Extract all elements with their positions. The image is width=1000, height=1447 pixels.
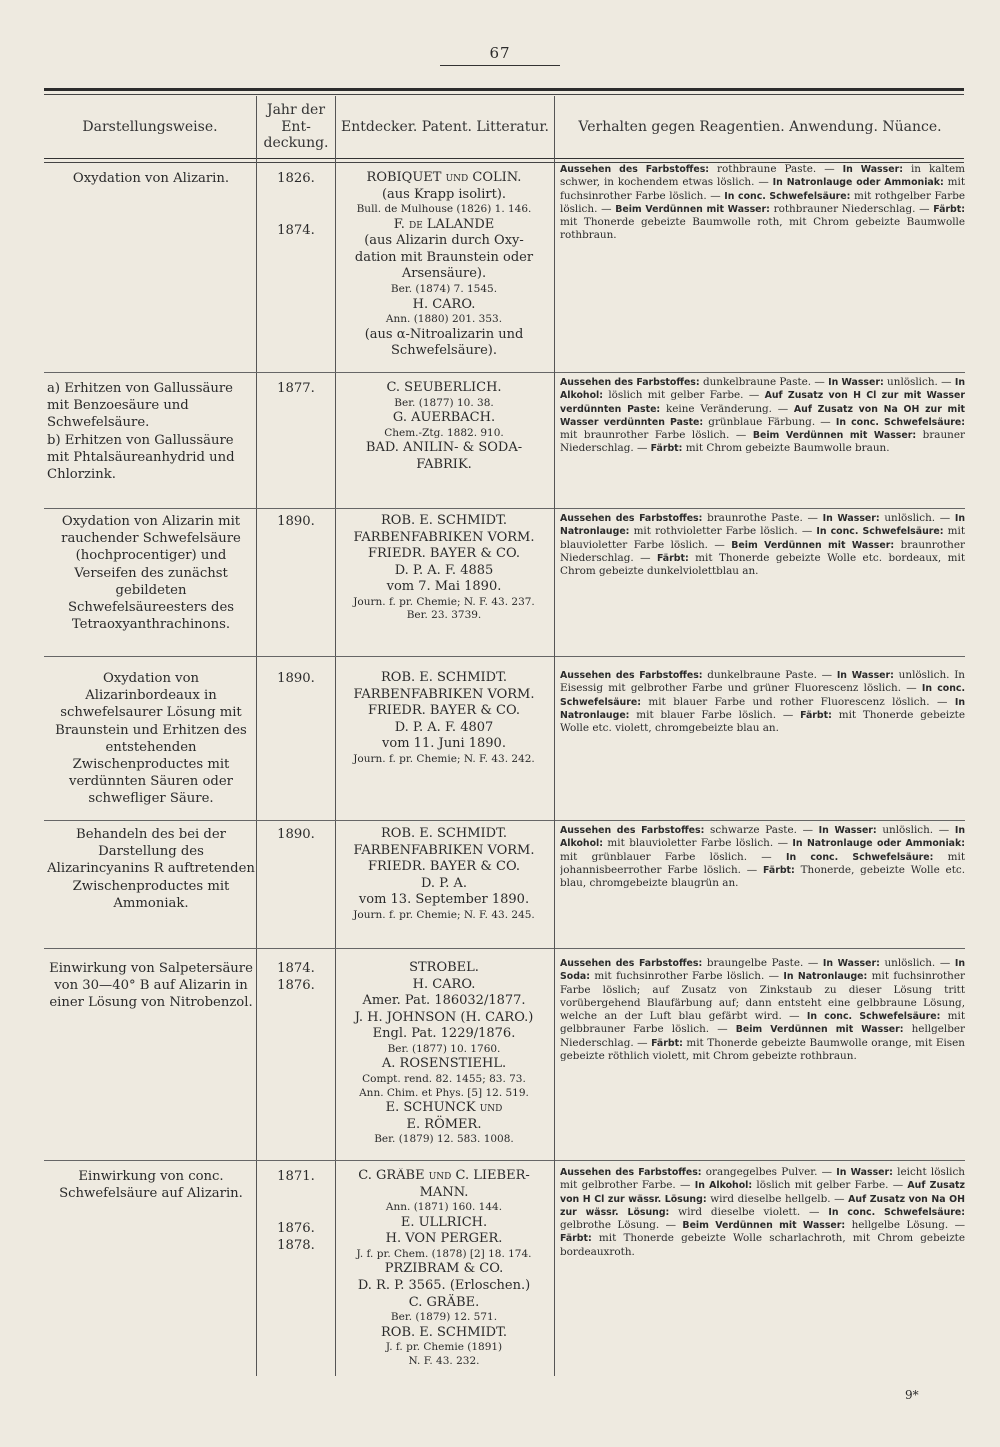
reaction-text: brauner Niederschlag. — — [560, 429, 965, 455]
row-3-discoverers — [337, 513, 551, 653]
row-2-reactions — [560, 376, 965, 506]
reaction-label: In Alkohol: — [560, 825, 965, 850]
discoverer-line: FARBENFABRIKEN VORM. — [353, 529, 535, 545]
reaction-text: dunkelbraune Paste. — — [699, 376, 829, 388]
discoverer-line: C. GRÄBE. — [408, 1294, 480, 1310]
row-6-reactions — [560, 957, 965, 1157]
reaction-label: Färbt: — [650, 443, 683, 455]
reaction-text: leicht löslich mit gelbrother Farbe. — — [560, 1166, 965, 1192]
reaction-label: In Wasser: — [818, 825, 877, 836]
row-7-method: Einwirkung von conc. Schwefelsäure auf Alizarin. — [59, 1169, 243, 1202]
reaction-label: In Wasser: — [842, 164, 903, 175]
discoverer-line: Ber. (1874) 7. 1545. — [390, 283, 498, 296]
row-separator-right — [555, 508, 965, 509]
reaction-text: Thonerde, gebeizte Wolle etc. blau, chromgebeizte blaugrün an. — [560, 863, 965, 890]
discoverer-line: Amer. Pat. 186032/1877. — [362, 993, 526, 1009]
reaction-label: Färbt: — [800, 709, 832, 721]
reaction-label: In Natronlauge oder Ammoniak: — [772, 177, 944, 189]
reaction-text: mit johannisbeerrother Farbe löslich. — — [560, 850, 965, 876]
reaction-label: In Wasser: — [822, 513, 880, 524]
discoverer-line: H. VON PERGER. — [385, 1231, 503, 1247]
reaction-text: unlöslich. — — [879, 957, 955, 969]
row-2-years: 1877. — [277, 381, 315, 396]
discoverer-line: Ber. (1877) 10. 38. — [394, 396, 494, 409]
discoverer-line: J. f. pr. Chem. (1878) [2] 18. 174. — [356, 1247, 532, 1260]
discoverer-line: ROBIQUET und COLIN. — [366, 170, 522, 185]
discoverer-line: FRIEDR. BAYER & CO. — [368, 859, 520, 875]
row-6-years: 1874. 1876. — [277, 961, 315, 994]
reaction-text: mit fuchsinrother Farbe löslich; auf Zusatz von Zinkstaub zu dieser Lösung tritt vorübergehend Blaufärbung auf; dann entsteht eine gelbbraune Lösung, welche an der Luft blau gefärbt wird. — — [560, 970, 965, 1023]
discoverer-line: H. CARO. — [412, 976, 476, 992]
reaction-text: schwarze Paste. — — [704, 824, 819, 836]
row-1-years: 1826. 1874. — [277, 171, 315, 238]
discoverer-line: Arsensäure). — [401, 266, 487, 282]
row-6-method: Einwirkung von Salpetersäure von 30—40° B auf Alizarin in einer Lösung von Nitrobenzol. — [49, 961, 253, 1011]
discoverer-line: vom 7. Mai 1890. — [386, 579, 502, 595]
discoverer-line: Ann. Chim. et Phys. [5] 12. 519. — [359, 1086, 529, 1099]
discoverer-line: ROB. E. SCHMIDT. — [381, 826, 507, 841]
reaction-label: Auf Zusatz von H Cl zur mit Wasser verdünnten Paste: — [560, 390, 965, 415]
table-top-rule — [44, 88, 964, 91]
discoverer-line: F. de LALANDE — [393, 216, 495, 232]
reaction-text: mit blauvioletter Farbe löslich. — — [560, 525, 965, 551]
reaction-label: In conc. Schwefelsäure: — [828, 1206, 965, 1218]
discoverer-line: D. P. A. F. 4885 — [394, 562, 494, 578]
discoverer-line: dation mit Braunstein oder — [354, 249, 534, 265]
reaction-text: mit grünblauer Farbe löslich. — — [560, 850, 786, 863]
discoverer-line: J. f. pr. Chemie (1891) — [385, 1341, 503, 1354]
discoverer-line: (aus Alizarin durch Oxy- — [364, 233, 524, 249]
row-separator-right — [555, 1160, 965, 1161]
discoverer-line: ROB. E. SCHMIDT. — [381, 1324, 507, 1340]
reaction-text: in kaltem schwer, in kochendem etwas löslich. — — [560, 163, 965, 189]
reaction-label: In Wasser: — [822, 958, 880, 969]
discoverer-line: G. AUERBACH. — [392, 410, 496, 426]
reaction-text: mit braunrother Farbe löslich. — — [560, 429, 753, 442]
reaction-text: dunkelbraune Paste. — — [702, 669, 837, 681]
reaction-text: orangegelbes Pulver. — — [701, 1166, 837, 1178]
row-separator-right — [555, 820, 965, 821]
reaction-text: wird dieselbe violett. — — [669, 1205, 829, 1218]
reaction-text: rothbrauner Niederschlag. — — [769, 202, 934, 215]
row-separator — [44, 820, 554, 821]
row-4-reactions — [560, 669, 965, 815]
reaction-label: Färbt: — [763, 864, 795, 876]
discoverer-line: Journ. f. pr. Chemie; N. F. 43. 237. — [353, 595, 535, 608]
column-divider-3 — [554, 96, 555, 1376]
reaction-text: löslich mit gelber Farbe. — — [602, 389, 765, 402]
reaction-label: In Soda: — [560, 958, 965, 983]
reaction-text: rothbraune Paste. — — [709, 163, 843, 175]
row-4-method: Oxydation von Alizarinbordeaux in schwefelsaurer Lösung mit Braunstein und Erhitzen des entstehenden Zwischenproductes mit verdünnten Säuren oder schwefliger Säure. — [55, 671, 247, 807]
row-7-reactions — [560, 1166, 965, 1286]
reaction-text: wird dieselbe hellgelb. — — [706, 1192, 849, 1205]
row-3-years: 1890. — [277, 514, 315, 529]
row-1-reactions — [560, 163, 965, 363]
discoverer-line: STROBEL. — [409, 960, 479, 975]
reaction-text: unlöslich. — — [879, 512, 955, 524]
reaction-text: mit rothgelber Farbe löslich. — — [560, 189, 965, 215]
reaction-label: In Wasser: — [836, 1167, 893, 1178]
reaction-text: mit Thonerde gebeizte Wolle etc. violett, chromgebeizte blau an. — [560, 708, 965, 735]
discoverer-line: vom 13. September 1890. — [358, 892, 530, 908]
row-separator-right — [555, 656, 965, 657]
reaction-text: hellgelber Niederschlag. — — [560, 1023, 965, 1049]
table-top-rule-thin — [44, 94, 964, 95]
discoverer-line: FABRIK. — [416, 456, 472, 472]
header-method: Darstellungsweise. — [82, 118, 218, 135]
row-7-years: 1871. 1876. 1878. — [277, 1169, 315, 1253]
discoverer-line: N. F. 43. 232. — [408, 1354, 480, 1367]
reaction-label: Auf Zusatz von H Cl zur wässr. Lösung: — [560, 1180, 965, 1205]
reaction-text: löslich mit gelber Farbe. — — [752, 1179, 908, 1192]
reaction-text: mit Chrom gebeizte Baumwolle braun. — [682, 442, 890, 455]
reaction-label: In Natronlauge: — [560, 513, 965, 538]
reaction-label: Beim Verdünnen mit Wasser: — [615, 203, 770, 215]
row-4-discoverers — [337, 670, 551, 816]
reaction-text: mit Thonerde gebeizte Wolle etc. bordeaux, mit Chrom gebeizte dunkelviolettblau an. — [560, 551, 965, 578]
row-5-discoverers — [337, 826, 551, 944]
reaction-text: mit fuchsinrother Farbe löslich. — — [560, 176, 965, 202]
row-separator-right — [555, 948, 965, 949]
discoverer-line: Ber. (1879) 12. 571. — [390, 1311, 498, 1324]
discoverer-line: Ber. (1877) 10. 1760. — [387, 1042, 501, 1055]
reaction-label: In conc. Schwefelsäure: — [560, 683, 965, 708]
row-5-method: Behandeln des bei der Darstellung des Alizarincyanins R auftretenden Zwischenproductes mit Ammoniak. — [47, 827, 255, 911]
reaction-label: Beim Verdünnen mit Wasser: — [682, 1220, 846, 1232]
reaction-text: mit blauvioletter Farbe löslich. — — [602, 837, 793, 850]
reaction-label: In conc. Schwefelsäure: — [724, 190, 851, 202]
reaction-text: braungelbe Paste. — — [702, 957, 823, 969]
discoverer-line: D. P. A. — [420, 875, 468, 891]
discoverer-line: Ber. 23. 3739. — [406, 609, 482, 622]
reaction-text: grünblaue Färbung. — — [703, 415, 836, 428]
discoverer-line: J. H. JOHNSON (H. CARO.) — [354, 1009, 534, 1025]
column-divider-1 — [256, 96, 257, 1376]
discoverer-line: FRIEDR. BAYER & CO. — [368, 546, 520, 562]
row-2-method: a) Erhitzen von Gallussäure mit Benzoesäure und Schwefelsäure. b) Erhitzen von Gallussäure mit Phtalsäureanhydrid und Chlorzink. — [47, 381, 235, 483]
reaction-text: mit blauer Farbe und rother Fluorescenz löslich. — — [640, 695, 955, 708]
discoverer-line: D. P. A. F. 4807 — [394, 719, 494, 735]
discoverer-line: E. ULLRICH. — [400, 1214, 488, 1230]
reaction-label: Färbt: — [560, 1233, 592, 1245]
header-year: Jahr der Ent- deckung. — [263, 101, 329, 152]
column-divider-2 — [335, 96, 336, 1376]
reaction-label: Aussehen des Farbstoffes: — [560, 825, 705, 836]
page-number: 67 — [440, 44, 560, 66]
reaction-label: Färbt: — [651, 1037, 683, 1049]
header-discoverer: Entdecker. Patent. Litteratur. — [341, 118, 549, 135]
reaction-text: braunrother Niederschlag. — — [560, 538, 965, 564]
reaction-label: In conc. Schwefelsäure: — [816, 526, 944, 538]
reaction-label: Beim Verdünnen mit Wasser: — [735, 1024, 904, 1036]
reaction-label: Aussehen des Farbstoffes: — [560, 377, 700, 388]
reaction-label: In Alkohol: — [560, 377, 965, 402]
discoverer-line: A. ROSENSTIEHL. — [381, 1056, 507, 1072]
row-5-reactions — [560, 824, 965, 942]
discoverer-line: E. RÖMER. — [406, 1116, 482, 1132]
discoverer-line: (aus Krapp isolirt). — [381, 186, 507, 202]
reaction-label: In Wasser: — [828, 377, 884, 388]
discoverer-line: (aus α-Nitroalizarin und — [364, 326, 524, 342]
row-1-method: Oxydation von Alizarin. — [72, 171, 230, 186]
reaction-text: unlöslich. In Eisessig mit gelbrother Farbe und grüner Fluorescenz löslich. — — [560, 669, 965, 695]
row-7-discoverers — [337, 1168, 551, 1383]
reaction-label: Aussehen des Farbstoffes: — [560, 958, 703, 969]
header-bottom-rule — [44, 158, 964, 159]
discoverer-line: Compt. rend. 82. 1455; 83. 73. — [362, 1073, 526, 1086]
footer-signature-mark: 9* — [905, 1388, 919, 1402]
reaction-label: Aussehen des Farbstoffes: — [560, 670, 703, 681]
reaction-text: mit Thonerde gebeizte Wolle scharlachroth, mit Chrom gebeizte bordeauxroth. — [560, 1232, 965, 1258]
row-4-years: 1890. — [277, 671, 315, 686]
reaction-label: Auf Zusatz von Na OH zur wässr. Lösung: — [560, 1193, 965, 1218]
discoverer-line: ROB. E. SCHMIDT. — [381, 513, 507, 528]
reaction-text: mit Thonerde gebeizte Baumwolle orange, mit Eisen gebeizte röthlich violett, mit Chrom gebeizte rothbraun. — [560, 1036, 965, 1063]
discoverer-line: D. R. P. 3565. (Erloschen.) — [357, 1277, 531, 1293]
reaction-label: Aussehen des Farbstoffes: — [560, 1167, 702, 1178]
reaction-label: Beim Verdünnen mit Wasser: — [731, 539, 895, 551]
reaction-label: In Alkohol: — [694, 1180, 753, 1192]
reaction-text: keine Veränderung. — — [660, 402, 794, 415]
row-5-years: 1890. — [277, 827, 315, 842]
reaction-label: Aussehen des Farbstoffes: — [560, 164, 710, 175]
discoverer-line: FARBENFABRIKEN VORM. — [353, 686, 535, 702]
discoverer-line: E. SCHUNCK und — [385, 1100, 503, 1116]
reaction-text: mit Thonerde gebeizte Baumwolle roth, mit Chrom gebeizte Baumwolle rothbraun. — [560, 216, 965, 242]
header-reactions: Verhalten gegen Reagentien. Anwendung. Nüance. — [578, 118, 942, 135]
reaction-label: Beim Verdünnen mit Wasser: — [752, 430, 917, 442]
reaction-text: mit blauer Farbe löslich. — — [629, 708, 801, 721]
discoverer-line: Ann. (1871) 160. 144. — [385, 1201, 503, 1214]
discoverer-line: Bull. de Mulhouse (1826) 1. 146. — [356, 203, 532, 216]
discoverer-line: FARBENFABRIKEN VORM. — [353, 842, 535, 858]
row-3-method: Oxydation von Alizarin mit rauchender Schwefelsäure (hochprocentiger) und Verseifen des zunächst gebildeten Schwefelsäureesters des Tetraoxyanthrachinons. — [61, 514, 241, 633]
reaction-text: hellgelbe Lösung. — — [845, 1219, 965, 1232]
row-separator — [44, 656, 554, 657]
reaction-label: Färbt: — [933, 203, 965, 215]
discoverer-line: C. SEUBERLICH. — [386, 380, 502, 395]
reaction-text: unlöslich. — — [876, 824, 955, 836]
reaction-text: mit rothvioletter Farbe löslich. — — [629, 525, 817, 538]
reaction-text: gelbrothe Lösung. — — [560, 1219, 683, 1232]
discoverer-line: Ber. (1879) 12. 583. 1008. — [374, 1133, 514, 1146]
reaction-label: Auf Zusatz von Na OH zur mit Wasser verdünnten Paste: — [560, 403, 965, 428]
discoverer-line: PRZIBRAM & CO. — [384, 1261, 504, 1277]
discoverer-line: vom 11. Juni 1890. — [382, 736, 506, 752]
reaction-label: In conc. Schwefelsäure: — [806, 1011, 941, 1023]
row-6-discoverers — [337, 960, 551, 1156]
discoverer-line: H. CARO. — [412, 296, 476, 312]
reaction-label: Färbt: — [656, 552, 689, 564]
reaction-text: mit gelbbrauner Farbe löslich. — — [560, 1010, 965, 1036]
discoverer-line: MANN. — [419, 1184, 469, 1200]
discoverer-line: C. GRÄBE und C. LIEBER- — [358, 1168, 530, 1183]
reaction-text: braunrothe Paste. — — [702, 512, 823, 524]
reaction-label: Aussehen des Farbstoffes: — [560, 513, 703, 524]
reaction-text: unlöslich. — — [883, 376, 955, 388]
row-separator — [44, 1160, 554, 1161]
discoverer-line: Journ. f. pr. Chemie; N. F. 43. 245. — [353, 908, 535, 921]
reaction-label: In Natronlauge: — [783, 971, 868, 983]
discoverer-line: Chem.-Ztg. 1882. 910. — [384, 426, 504, 439]
discoverer-line: ROB. E. SCHMIDT. — [381, 670, 507, 685]
discoverer-line: FRIEDR. BAYER & CO. — [368, 703, 520, 719]
row-separator-right — [555, 372, 965, 373]
reaction-label: In conc. Schwefelsäure: — [835, 416, 965, 428]
discoverer-line: Engl. Pat. 1229/1876. — [372, 1026, 516, 1042]
row-1-discoverers — [337, 170, 551, 370]
row-separator — [44, 508, 554, 509]
discoverer-line: BAD. ANILIN- & SODA- — [365, 440, 523, 456]
reaction-label: In conc. Schwefelsäure: — [785, 851, 934, 863]
reaction-label: In Natronlauge: — [560, 696, 965, 721]
row-3-reactions — [560, 512, 965, 652]
row-separator — [44, 372, 554, 373]
reaction-text: mit fuchsinrother Farbe löslich. — — [589, 970, 784, 983]
discoverer-line: Journ. f. pr. Chemie; N. F. 43. 242. — [353, 752, 535, 765]
row-2-discoverers — [337, 380, 551, 504]
row-separator — [44, 948, 554, 949]
discoverer-line: Schwefelsäure). — [391, 343, 497, 359]
reaction-label: In Natronlauge oder Ammoniak: — [792, 838, 965, 850]
discoverer-line: Ann. (1880) 201. 353. — [385, 313, 503, 326]
reaction-label: In Wasser: — [836, 670, 894, 681]
